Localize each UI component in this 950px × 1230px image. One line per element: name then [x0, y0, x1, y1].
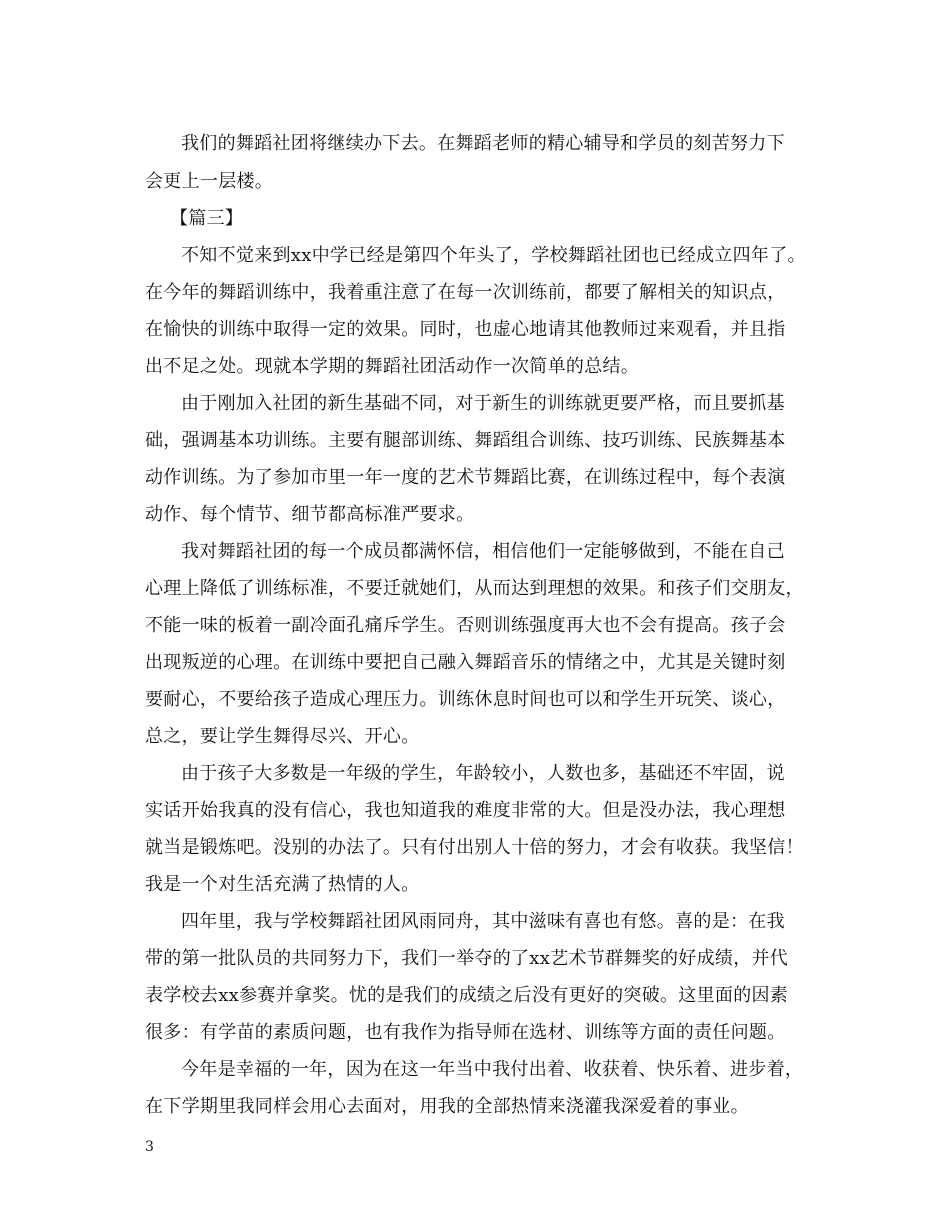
paragraph-line: 动作训练。为了参加市里一年一度的艺术节舞蹈比赛，在训练过程中，每个表演 [145, 467, 786, 488]
paragraph-line: 带的第一批队员的共同努力下，我们一举夺的了xx艺术节群舞奖的好成绩，并代 [145, 948, 789, 969]
paragraph-line: 不知不觉来到xx中学已经是第四个年头了，学校舞蹈社团也已经成立四年了。 [181, 245, 806, 266]
paragraph-line: 总之，要让学生舞得尽兴、开心。 [145, 726, 420, 747]
paragraph-line: 由于孩子大多数是一年级的学生，年龄较小，人数也多，基础还不牢固，说 [181, 763, 785, 784]
paragraph-line: 四年里，我与学校舞蹈社团风雨同舟，其中滋味有喜也有悠。喜的是：在我 [181, 911, 785, 932]
paragraph-line: 出现叛逆的心理。在训练中要把自己融入舞蹈音乐的情绪之中，尤其是关键时刻 [145, 652, 786, 673]
paragraph-line: 很多：有学苗的素质问题，也有我作为指导师在选材、训练等方面的责任问题。 [145, 1022, 786, 1043]
paragraph-line: 动作、每个情节、细节都高标准严要求。 [145, 504, 475, 525]
paragraph-line: 心理上降低了训练标准，不要迁就她们，从而达到理想的效果。和孩子们交朋友， [145, 578, 804, 599]
paragraph-line: 我是一个对生活充满了热情的人。 [145, 874, 420, 895]
paragraph-line: 由于刚加入社团的新生基础不同，对于新生的训练就更要严格，而且要抓基 [181, 393, 785, 414]
paragraph-line: 不能一味的板着一副冷面孔痛斥学生。否则训练强度再大也不会有提高。孩子会 [145, 615, 786, 636]
paragraph-line: 实话开始我真的没有信心，我也知道我的难度非常的大。但是没办法，我心理想 [145, 800, 786, 821]
paragraph-line: 我对舞蹈社团的每一个成员都满怀信，相信他们一定能够做到，不能在自己 [181, 541, 785, 562]
paragraph-line: 就当是锻炼吧。没别的办法了。只有付出别人十倍的努力，才会有收获。我坚信！ [145, 837, 804, 858]
paragraph-line: 要耐心，不要给孩子造成心理压力。训练休息时间也可以和学生开玩笑、谈心， [145, 689, 786, 710]
paragraph-line: 出不足之处。现就本学期的舞蹈社团活动作一次简单的总结。 [145, 356, 640, 377]
page-number: 3 [145, 1139, 154, 1155]
paragraph-line: 表学校去xx参赛并拿奖。忧的是我们的成绩之后没有更好的突破。这里面的因素 [145, 985, 789, 1006]
paragraph-line: 在今年的舞蹈训练中，我着重注意了在每一次训练前，都要了解相关的知识点， [145, 282, 786, 303]
paragraph-line: 会更上一层楼。 [145, 171, 274, 192]
paragraph-line: 今年是幸福的一年，因为在这一年当中我付出着、收获着、快乐着、进步着， [181, 1059, 804, 1080]
section-heading: 【篇三】 [170, 208, 244, 229]
paragraph-line: 础，强调基本功训练。主要有腿部训练、舞蹈组合训练、技巧训练、民族舞基本 [145, 430, 786, 451]
paragraph-line: 在下学期里我同样会用心去面对，用我的全部热情来浇灌我深爱着的事业。 [145, 1096, 749, 1117]
paragraph-line: 我们的舞蹈社团将继续办下去。在舞蹈老师的精心辅导和学员的刻苦努力下 [181, 133, 785, 154]
paragraph-line: 在愉快的训练中取得一定的效果。同时，也虚心地请其他教师过来观看，并且指 [145, 319, 786, 340]
